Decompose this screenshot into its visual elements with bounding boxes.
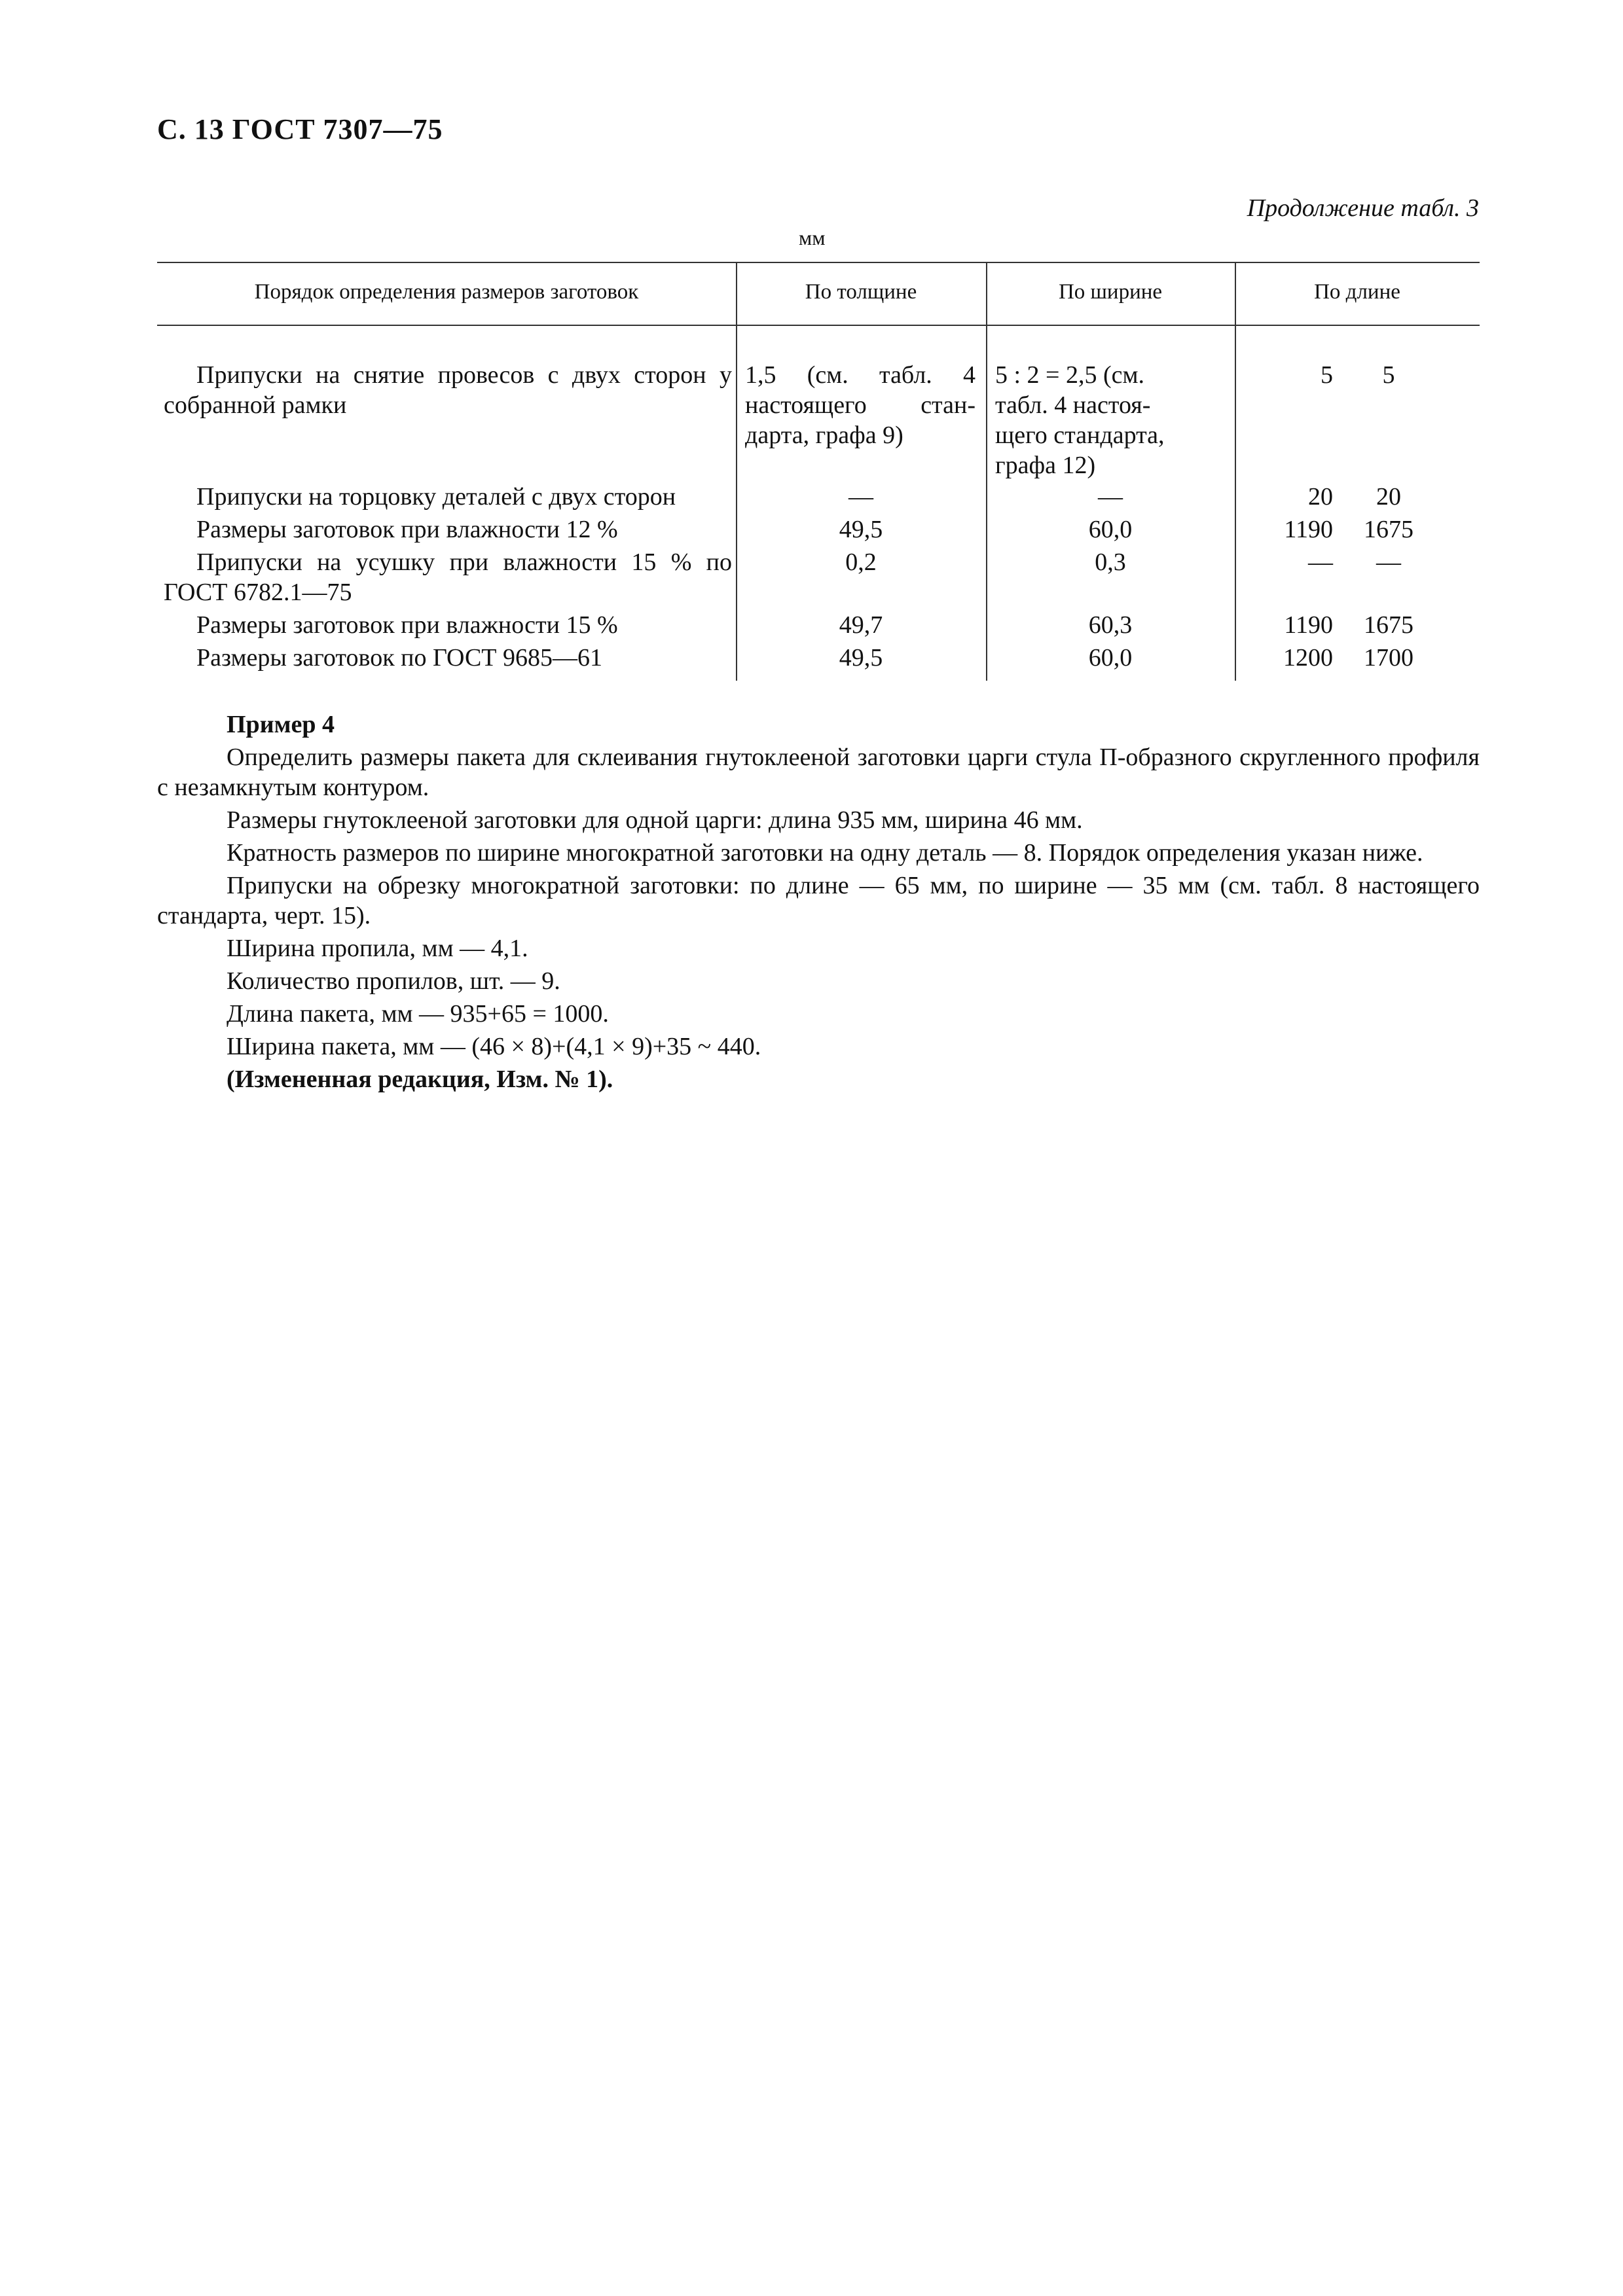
example-paragraph: Припуски на обрезку многократной заготовки: по длине — 65 мм, по ширине — 35 мм (см. табл. 8 настоящего стандарта, черт. 15). [157,872,1480,929]
example-paragraph: Кратность размеров по ширине многократной заготовки на одну деталь — 8. Порядок определения указан ниже. [227,839,1423,867]
table-continuation-label: Продолжение табл. 3 [1247,194,1479,222]
cell-thickness: 49,5 [839,516,883,543]
example-paragraph: Ширина пропила, мм — 4,1. [227,935,528,962]
example-heading: Пример 4 [227,711,335,738]
cell-length: 1190 [1284,611,1333,639]
cell-thickness: 49,5 [839,644,883,672]
cell-thickness: 49,7 [839,611,883,639]
column-header-length: По длине [1314,280,1400,304]
row-label: Припуски на снятие провесов с двух сторон у собранной рамки [164,361,732,419]
cell-length: 1675 [1364,516,1413,543]
row-label: Размеры заготовок по ГОСТ 9685—61 [196,644,603,672]
table-unit-label: мм [799,226,826,249]
cell-width: — [1098,483,1123,511]
example-section [157,709,1480,1097]
cell-thickness: — [848,483,873,511]
row-label: Припуски на торцовку деталей с двух сторон [196,483,676,511]
table-top-rule [157,262,1480,263]
cell-width: 60,0 [1088,644,1133,672]
cell-length: 1700 [1364,644,1413,672]
cell-length: 20 [1308,483,1333,511]
cell-width: 0,3 [1095,548,1126,576]
example-paragraph: Определить размеры пакета для склеивания гнутоклееной заготовки царги стула П-образного скругленного профиля с незамкнутым контуром. [157,744,1480,801]
column-header-width: По ширине [1058,280,1163,304]
cell-thickness: 0,2 [845,548,877,576]
cell-length: 5 [1321,361,1333,389]
example-paragraph: Ширина пакета, мм — (46 × 8)+(4,1 × 9)+35 ~ 440. [227,1033,761,1060]
cell-length: — [1308,548,1333,576]
cell-width: 5 : 2 = 2,5 (см. табл. 4 настоя-щего стандарта, графа 12) [995,361,1165,479]
table-header-rule [157,325,1480,326]
cell-width: 60,0 [1088,516,1133,543]
example-paragraph: Количество пропилов, шт. — 9. [227,967,560,995]
column-header-procedure: Порядок определения размеров заготовок [254,280,639,304]
row-label: Припуски на усушку при влажности 15 % по ГОСТ 6782.1—75 [164,548,732,606]
cell-length: 1675 [1364,611,1413,639]
cell-length: — [1376,548,1401,576]
column-header-thickness: По толщине [805,280,917,304]
row-label: Размеры заготовок при влажности 15 % [196,611,618,639]
cell-length: 5 [1382,361,1395,389]
page-header: С. 13 ГОСТ 7307—75 [157,113,443,145]
cell-width: 60,3 [1088,611,1133,639]
cell-length: 1190 [1284,516,1333,543]
cell-length: 1200 [1283,644,1333,672]
example-paragraph: Размеры гнутоклееной заготовки для одной царги: длина 935 мм, ширина 46 мм. [227,806,1083,834]
cell-thickness: 1,5 (см. табл. 4 настоящего стан-дарта, графа 9) [745,361,976,449]
example-paragraph: Длина пакета, мм — 935+65 = 1000. [227,1000,609,1028]
revision-note: (Измененная редакция, Изм. № 1). [227,1066,613,1093]
row-label: Размеры заготовок при влажности 12 % [196,516,618,543]
cell-length: 20 [1376,483,1401,511]
